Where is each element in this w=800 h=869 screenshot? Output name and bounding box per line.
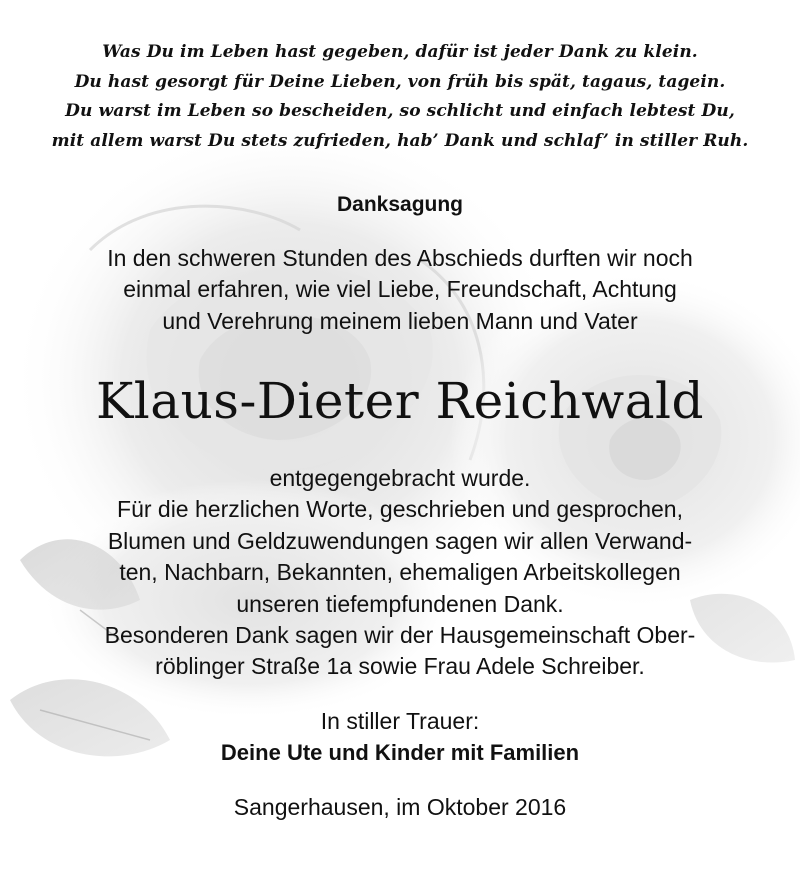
poem-line: Was Du im Leben hast gegeben, dafür ist jeder Dank zu klein. [102,42,698,62]
body-line: röblinger Straße 1a sowie Frau Adele Schreiber. [155,653,645,680]
deceased-name: Klaus-Dieter Reichwald [95,372,705,430]
body-line: Blumen und Geldzuwendungen sagen wir allen Verwand- [107,527,693,554]
poem-line: mit allem warst Du stets zufrieden, hab’ Dank und schlaf’ in stiller Ruh. [51,130,749,151]
family-signature: Deine Ute und Kinder mit Familien [220,740,580,765]
body-line: entgegengebracht wurde. [269,465,531,491]
notice-heading: Danksagung [336,193,464,216]
body-line: unseren tiefempfundenen Dank. [236,590,564,617]
trauer-text: In stiller Trauer: [320,708,480,734]
thanks-paragraph [0,463,800,683]
body-line: Besonderen Dank sagen wir der Hausgemeinschaft Ober- [104,622,696,649]
place-and-date: Sangerhausen, im Oktober 2016 [233,794,567,820]
mourning-line [0,706,800,737]
memorial-poem [0,38,800,156]
intro-line: In den schweren Stunden des Abschieds durften wir noch [107,245,693,271]
intro-line: einmal erfahren, wie viel Liebe, Freundschaft, Achtung [123,276,677,303]
intro-paragraph [0,243,800,337]
body-line: Für die herzlichen Worte, geschrieben und gesprochen, [117,496,683,523]
poem-line: Du warst im Leben so bescheiden, so schlicht und einfach lebtest Du, [65,101,735,121]
poem-line: Du hast gesorgt für Deine Lieben, von früh bis spät, tagaus, tagein. [74,71,726,92]
body-line: ten, Nachbarn, Bekannten, ehemaligen Arbeitskollegen [119,559,681,586]
intro-line: und Verehrung meinem lieben Mann und Vater [162,307,638,334]
